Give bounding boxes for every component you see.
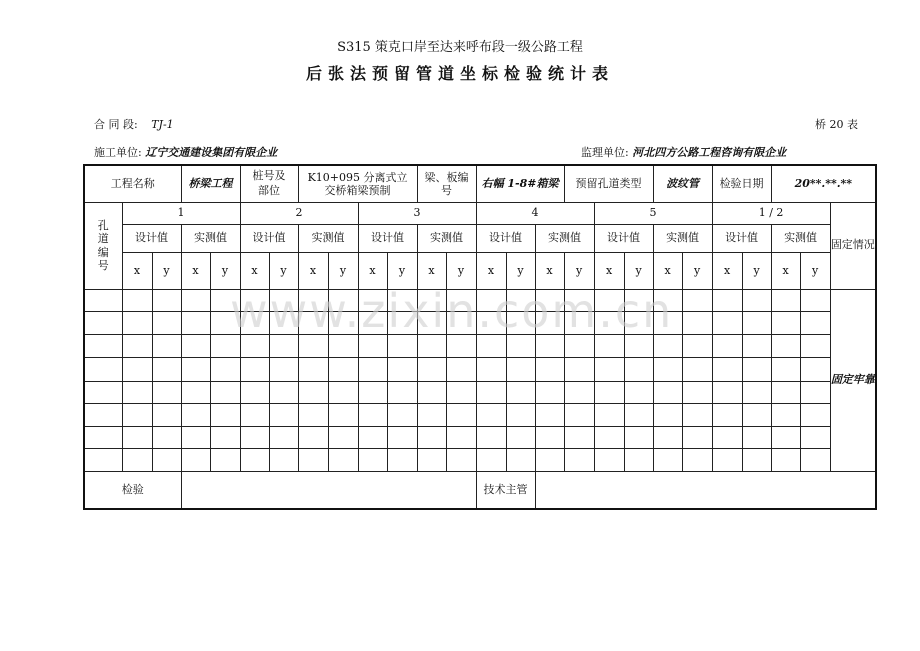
coordinate-cell[interactable]	[240, 426, 269, 448]
supervisor-label: 监理单位:	[581, 146, 629, 159]
table-row	[84, 334, 876, 357]
coordinate-cell[interactable]	[800, 426, 830, 448]
hole-number-header	[84, 202, 122, 289]
beam-value: 右幅 1-8#箱梁	[476, 165, 564, 202]
coordinate-cell[interactable]	[653, 334, 682, 357]
coordinate-cell[interactable]	[417, 426, 446, 448]
table-row	[84, 381, 876, 403]
y-header: y	[210, 252, 240, 289]
coordinate-cell[interactable]	[682, 381, 712, 403]
coordinate-cell[interactable]	[446, 334, 476, 357]
coordinate-cell[interactable]	[152, 426, 181, 448]
coordinate-cell[interactable]	[682, 403, 712, 426]
coordinate-cell[interactable]	[387, 334, 417, 357]
coordinate-cell[interactable]	[152, 334, 181, 357]
coordinate-cell[interactable]	[682, 311, 712, 334]
coordinate-cell[interactable]	[210, 381, 240, 403]
coordinate-cell[interactable]	[417, 311, 446, 334]
coordinate-cell[interactable]	[298, 311, 328, 334]
coordinate-cell[interactable]	[712, 448, 742, 471]
coordinate-cell[interactable]	[624, 403, 653, 426]
y-header: y	[506, 252, 535, 289]
coordinate-cell[interactable]	[328, 381, 358, 403]
coordinate-cell[interactable]	[358, 334, 387, 357]
info-row	[84, 165, 876, 202]
coordinate-cell[interactable]	[594, 289, 624, 311]
coordinate-cell[interactable]	[269, 403, 298, 426]
supervisor-value: 河北四方公路工程咨询有限企业	[632, 146, 787, 159]
coordinate-cell[interactable]	[417, 334, 446, 357]
group-2-header: 2	[240, 202, 358, 224]
constructor-label: 施工单位:	[94, 146, 142, 159]
coordinate-cell[interactable]	[181, 357, 210, 381]
tech-supervisor-signature-field[interactable]	[535, 471, 876, 509]
coordinate-cell[interactable]	[742, 381, 771, 403]
coordinate-cell[interactable]	[771, 403, 800, 426]
constructor-value: 辽宁交通建设集团有限企业	[145, 146, 278, 159]
coordinate-cell[interactable]	[742, 289, 771, 311]
coordinate-cell[interactable]	[506, 381, 535, 403]
fixed-status-value: 固定牢靠	[830, 289, 876, 471]
coordinate-cell[interactable]	[594, 357, 624, 381]
coordinate-cell[interactable]	[476, 448, 506, 471]
coordinate-cell[interactable]	[417, 289, 446, 311]
coordinate-cell[interactable]	[476, 426, 506, 448]
y-header: y	[624, 252, 653, 289]
coordinate-cell[interactable]	[358, 311, 387, 334]
project-name-value: 桥梁工程	[181, 165, 240, 202]
hole-char: 道	[97, 232, 109, 246]
coordinate-cell[interactable]	[712, 403, 742, 426]
coordinate-cell[interactable]	[535, 357, 564, 381]
inspect-date-value: 20**.**.**	[771, 165, 876, 202]
coordinate-cell[interactable]	[506, 448, 535, 471]
coordinate-cell[interactable]	[535, 334, 564, 357]
coordinate-cell[interactable]	[298, 426, 328, 448]
coordinate-cell[interactable]	[476, 334, 506, 357]
coordinate-cell[interactable]	[682, 289, 712, 311]
table-row	[84, 426, 876, 448]
coordinate-cell[interactable]	[506, 311, 535, 334]
contract-section	[94, 116, 174, 132]
coordinate-cell[interactable]	[712, 357, 742, 381]
design-value-header: 设计值	[594, 224, 653, 252]
design-value-header: 设计值	[476, 224, 535, 252]
table-row	[84, 403, 876, 426]
hole-number-cell[interactable]	[84, 381, 122, 403]
group-3-header: 3	[358, 202, 476, 224]
measured-value-header: 实测值	[653, 224, 712, 252]
value-type-row	[84, 224, 876, 252]
coordinate-cell[interactable]	[210, 426, 240, 448]
signature-row	[84, 471, 876, 509]
coordinate-cell[interactable]	[535, 403, 564, 426]
coordinate-cell[interactable]	[122, 311, 152, 334]
x-header: x	[358, 252, 387, 289]
coordinate-cell[interactable]	[181, 448, 210, 471]
coordinate-cell[interactable]	[358, 426, 387, 448]
coordinate-cell[interactable]	[181, 403, 210, 426]
coordinate-cell[interactable]	[771, 289, 800, 311]
coordinate-cell[interactable]	[298, 403, 328, 426]
coordinate-cell[interactable]	[298, 381, 328, 403]
coordinate-cell[interactable]	[328, 403, 358, 426]
coordinate-cell[interactable]	[240, 403, 269, 426]
coordinate-cell[interactable]	[446, 426, 476, 448]
coordinate-cell[interactable]	[446, 403, 476, 426]
coordinate-cell[interactable]	[476, 381, 506, 403]
coordinate-cell[interactable]	[594, 448, 624, 471]
coordinate-cell[interactable]	[328, 448, 358, 471]
coordinate-cell[interactable]	[181, 381, 210, 403]
coordinate-cell[interactable]	[800, 403, 830, 426]
coordinate-cell[interactable]	[564, 289, 594, 311]
coordinate-cell[interactable]	[328, 311, 358, 334]
duct-type-value: 波纹管	[653, 165, 712, 202]
coordinate-cell[interactable]	[269, 357, 298, 381]
document-title: S315 策克口岸至达来呼布段一级公路工程	[337, 40, 583, 55]
coordinate-cell[interactable]	[446, 357, 476, 381]
coordinate-cell[interactable]	[358, 381, 387, 403]
coordinate-cell[interactable]	[446, 311, 476, 334]
x-header: x	[298, 252, 328, 289]
coordinate-cell[interactable]	[535, 289, 564, 311]
hole-number-cell[interactable]	[84, 289, 122, 311]
coordinate-cell[interactable]	[535, 426, 564, 448]
coordinate-cell[interactable]	[417, 357, 446, 381]
coordinate-cell[interactable]	[742, 311, 771, 334]
coordinate-cell[interactable]	[594, 381, 624, 403]
coordinate-cell[interactable]	[624, 357, 653, 381]
table-row	[84, 357, 876, 381]
coordinate-cell[interactable]	[800, 448, 830, 471]
coordinate-cell[interactable]	[387, 448, 417, 471]
axis-row	[84, 252, 876, 289]
coordinate-cell[interactable]	[122, 426, 152, 448]
coordinate-cell[interactable]	[181, 289, 210, 311]
table-row	[84, 448, 876, 471]
hole-number-cell[interactable]	[84, 357, 122, 381]
coordinate-cell[interactable]	[269, 426, 298, 448]
group-6-header: 1 / 2	[712, 202, 830, 224]
coordinate-cell[interactable]	[506, 334, 535, 357]
coordinate-cell[interactable]	[771, 448, 800, 471]
coordinate-cell[interactable]	[298, 289, 328, 311]
coordinate-cell[interactable]	[682, 334, 712, 357]
hole-char: 编	[97, 245, 109, 259]
coordinate-cell[interactable]	[358, 289, 387, 311]
coordinate-cell[interactable]	[653, 426, 682, 448]
coordinate-cell[interactable]	[210, 403, 240, 426]
coordinate-cell[interactable]	[564, 381, 594, 403]
y-header: y	[269, 252, 298, 289]
group-1-header: 1	[122, 202, 240, 224]
coordinate-cell[interactable]	[269, 289, 298, 311]
coordinate-cell[interactable]	[800, 289, 830, 311]
measured-value-header: 实测值	[417, 224, 476, 252]
coordinate-cell[interactable]	[476, 403, 506, 426]
x-header: x	[122, 252, 152, 289]
coordinate-cell[interactable]	[240, 381, 269, 403]
coordinate-cell[interactable]	[122, 403, 152, 426]
coordinate-cell[interactable]	[122, 448, 152, 471]
coordinate-cell[interactable]	[358, 403, 387, 426]
coordinate-cell[interactable]	[800, 311, 830, 334]
coordinate-cell[interactable]	[446, 448, 476, 471]
contract-label: 合 同 段:	[94, 118, 138, 131]
hole-char: 号	[97, 258, 109, 272]
coordinate-cell[interactable]	[417, 448, 446, 471]
coordinate-cell[interactable]	[387, 311, 417, 334]
coordinate-cell[interactable]	[152, 381, 181, 403]
coordinate-cell[interactable]	[152, 357, 181, 381]
coordinate-cell[interactable]	[152, 448, 181, 471]
coordinate-cell[interactable]	[742, 403, 771, 426]
y-header: y	[682, 252, 712, 289]
table-row	[84, 289, 876, 311]
coordinate-cell[interactable]	[653, 381, 682, 403]
coordinate-cell[interactable]	[240, 448, 269, 471]
coordinate-cell[interactable]	[535, 381, 564, 403]
coordinate-cell[interactable]	[476, 357, 506, 381]
duct-type-label: 预留孔道类型	[564, 165, 653, 202]
watermark: www.zixin.com.cn	[230, 284, 674, 338]
coordinate-cell[interactable]	[210, 448, 240, 471]
inspector-signature-field[interactable]	[181, 471, 476, 509]
coordinate-cell[interactable]	[358, 448, 387, 471]
coordinate-cell[interactable]	[446, 381, 476, 403]
hole-number-cell[interactable]	[84, 334, 122, 357]
measured-value-header: 实测值	[535, 224, 594, 252]
table-row	[84, 311, 876, 334]
coordinate-cell[interactable]	[535, 311, 564, 334]
coordinate-cell[interactable]	[653, 357, 682, 381]
coordinate-cell[interactable]	[152, 403, 181, 426]
x-header: x	[712, 252, 742, 289]
constructor-section	[94, 144, 277, 160]
coordinate-cell[interactable]	[742, 334, 771, 357]
coordinate-cell[interactable]	[387, 403, 417, 426]
inspect-date-label: 检验日期	[712, 165, 771, 202]
coordinate-cell[interactable]	[269, 311, 298, 334]
coordinate-cell[interactable]	[624, 311, 653, 334]
coordinate-cell[interactable]	[594, 334, 624, 357]
coordinate-cell[interactable]	[240, 357, 269, 381]
coordinate-cell[interactable]	[476, 289, 506, 311]
y-header: y	[152, 252, 181, 289]
coordinate-cell[interactable]	[564, 357, 594, 381]
x-header: x	[594, 252, 624, 289]
coordinate-cell[interactable]	[742, 448, 771, 471]
coordinate-cell[interactable]	[269, 448, 298, 471]
coordinate-cell[interactable]	[152, 289, 181, 311]
inspector-label: 检验	[84, 471, 181, 509]
coordinate-cell[interactable]	[210, 334, 240, 357]
coordinate-cell[interactable]	[152, 311, 181, 334]
coordinate-cell[interactable]	[771, 381, 800, 403]
coordinate-cell[interactable]	[771, 426, 800, 448]
x-header: x	[240, 252, 269, 289]
coordinate-cell[interactable]	[240, 311, 269, 334]
coordinate-cell[interactable]	[771, 311, 800, 334]
hole-number-cell[interactable]	[84, 426, 122, 448]
x-header: x	[653, 252, 682, 289]
coordinate-cell[interactable]	[594, 403, 624, 426]
coordinate-cell[interactable]	[387, 426, 417, 448]
coordinate-cell[interactable]	[624, 381, 653, 403]
group-5-header: 5	[594, 202, 712, 224]
x-header: x	[535, 252, 564, 289]
coordinate-cell[interactable]	[712, 311, 742, 334]
fixed-status-header: 固定情况	[830, 202, 876, 289]
contract-value: TJ-1	[151, 118, 174, 131]
coordinate-cell[interactable]	[298, 448, 328, 471]
coordinate-cell[interactable]	[181, 334, 210, 357]
coordinate-cell[interactable]	[800, 357, 830, 381]
y-header: y	[446, 252, 476, 289]
coordinate-cell[interactable]	[122, 381, 152, 403]
hole-char: 孔	[97, 219, 109, 233]
coordinate-cell[interactable]	[328, 334, 358, 357]
coordinate-cell[interactable]	[535, 448, 564, 471]
coordinate-cell[interactable]	[712, 426, 742, 448]
group-header-row	[84, 202, 876, 224]
x-header: x	[417, 252, 446, 289]
coordinate-cell[interactable]	[122, 334, 152, 357]
y-header: y	[387, 252, 417, 289]
coordinate-cell[interactable]	[624, 448, 653, 471]
station-value: K10+095 分离式立交桥箱梁预制	[298, 165, 417, 202]
coordinate-cell[interactable]	[210, 289, 240, 311]
measured-value-header: 实测值	[771, 224, 830, 252]
coordinate-cell[interactable]	[712, 381, 742, 403]
coordinate-cell[interactable]	[564, 448, 594, 471]
x-header: x	[181, 252, 210, 289]
design-value-header: 设计值	[240, 224, 298, 252]
station-label: 桩号及部位	[240, 165, 298, 202]
coordinate-cell[interactable]	[417, 381, 446, 403]
coordinate-cell[interactable]	[240, 334, 269, 357]
form-number: 桥 20 表	[815, 118, 858, 131]
coordinate-cell[interactable]	[358, 357, 387, 381]
coordinate-cell[interactable]	[594, 426, 624, 448]
coordinate-cell[interactable]	[328, 289, 358, 311]
coordinate-cell[interactable]	[269, 334, 298, 357]
coordinate-cell[interactable]	[771, 357, 800, 381]
beam-label: 梁、板编号	[417, 165, 476, 202]
coordinate-cell[interactable]	[387, 357, 417, 381]
coordinate-cell[interactable]	[446, 289, 476, 311]
coordinate-cell[interactable]	[417, 403, 446, 426]
coordinate-cell[interactable]	[624, 426, 653, 448]
x-header: x	[476, 252, 506, 289]
coordinate-cell[interactable]	[771, 334, 800, 357]
coordinate-cell[interactable]	[122, 289, 152, 311]
coordinate-cell[interactable]	[624, 334, 653, 357]
coordinate-cell[interactable]	[564, 403, 594, 426]
coordinate-cell[interactable]	[298, 357, 328, 381]
form-title: 后张法预留管道坐标检验统计表	[305, 64, 614, 83]
hole-number-cell[interactable]	[84, 403, 122, 426]
coordinate-cell[interactable]	[742, 426, 771, 448]
coordinate-cell[interactable]	[594, 311, 624, 334]
coordinate-cell[interactable]	[653, 289, 682, 311]
coordinate-cell[interactable]	[210, 311, 240, 334]
measured-value-header: 实测值	[298, 224, 358, 252]
inspection-table	[83, 164, 877, 510]
hole-number-cell[interactable]	[84, 448, 122, 471]
coordinate-cell[interactable]	[712, 334, 742, 357]
design-value-header: 设计值	[712, 224, 771, 252]
coordinate-cell[interactable]	[564, 426, 594, 448]
tech-supervisor-label: 技术主管	[476, 471, 535, 509]
measured-value-header: 实测值	[181, 224, 240, 252]
coordinate-cell[interactable]	[298, 334, 328, 357]
coordinate-cell[interactable]	[682, 357, 712, 381]
coordinate-cell[interactable]	[210, 357, 240, 381]
supervisor-section	[581, 144, 786, 160]
coordinate-cell[interactable]	[653, 448, 682, 471]
design-value-header: 设计值	[122, 224, 181, 252]
y-header: y	[800, 252, 830, 289]
coordinate-cell[interactable]	[800, 381, 830, 403]
coordinate-cell[interactable]	[653, 311, 682, 334]
coordinate-cell[interactable]	[506, 289, 535, 311]
coordinate-cell[interactable]	[682, 426, 712, 448]
coordinate-cell[interactable]	[240, 289, 269, 311]
coordinate-cell[interactable]	[742, 357, 771, 381]
coordinate-cell[interactable]	[506, 426, 535, 448]
project-name-label: 工程名称	[84, 165, 181, 202]
hole-number-cell[interactable]	[84, 311, 122, 334]
coordinate-cell[interactable]	[682, 448, 712, 471]
coordinate-cell[interactable]	[387, 381, 417, 403]
y-header: y	[564, 252, 594, 289]
coordinate-cell[interactable]	[506, 357, 535, 381]
group-4-header: 4	[476, 202, 594, 224]
coordinate-cell[interactable]	[800, 334, 830, 357]
coordinate-cell[interactable]	[328, 426, 358, 448]
data-rows	[84, 289, 876, 471]
coordinate-cell[interactable]	[269, 381, 298, 403]
coordinate-cell[interactable]	[181, 311, 210, 334]
coordinate-cell[interactable]	[387, 289, 417, 311]
coordinate-cell[interactable]	[712, 289, 742, 311]
design-value-header: 设计值	[358, 224, 417, 252]
coordinate-cell[interactable]	[476, 311, 506, 334]
coordinate-cell[interactable]	[122, 357, 152, 381]
coordinate-cell[interactable]	[564, 311, 594, 334]
coordinate-cell[interactable]	[624, 289, 653, 311]
coordinate-cell[interactable]	[506, 403, 535, 426]
coordinate-cell[interactable]	[181, 426, 210, 448]
y-header: y	[742, 252, 771, 289]
y-header: y	[328, 252, 358, 289]
coordinate-cell[interactable]	[328, 357, 358, 381]
coordinate-cell[interactable]	[564, 334, 594, 357]
coordinate-cell[interactable]	[653, 403, 682, 426]
x-header: x	[771, 252, 800, 289]
